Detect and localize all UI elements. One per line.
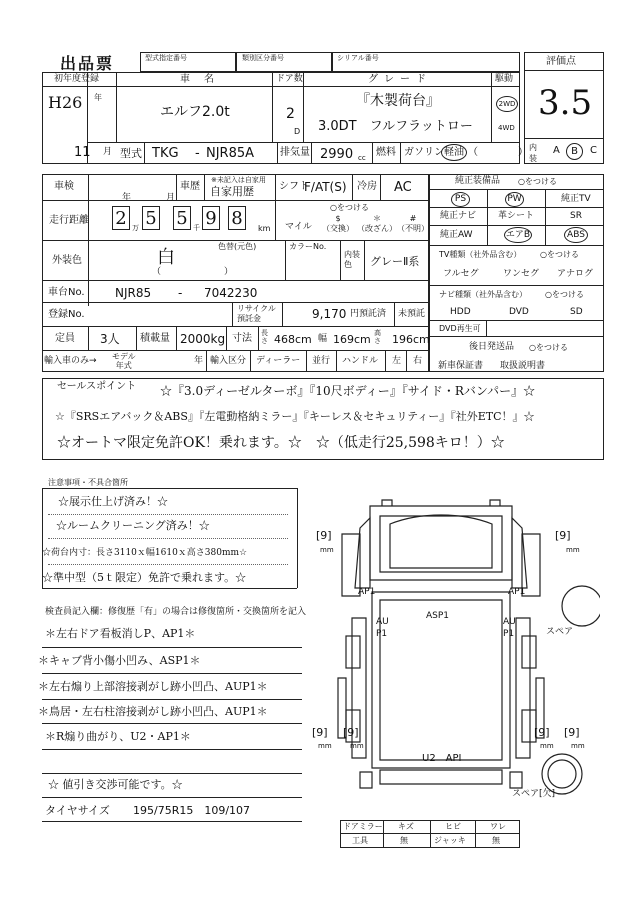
year-unit: 年 [94, 93, 102, 102]
dvd-playback-label: DVD再生可 [439, 324, 481, 333]
equip-sunroof: SR [570, 211, 582, 221]
reg-no-label: 登録No. [48, 309, 85, 320]
recycle-label: リサイクル 預託金 [237, 304, 276, 323]
navi-note: ○をつける [545, 290, 584, 299]
tv-note: ○をつける [540, 250, 579, 259]
length-label: 長 さ [261, 329, 268, 345]
mark-asp1: ASP1 [426, 611, 450, 621]
car-name: エルフ2.0t [160, 104, 230, 120]
inspection-item-3: ＊左右煽り上部溶接剥がし跡小凹凸、AUP1＊ [38, 680, 268, 693]
mark-aup-right-2: P1 [503, 629, 515, 639]
tv-oneseg: ワンセグ [503, 269, 540, 279]
equip-leather-seat: 革シート [498, 211, 535, 221]
tread-rear-left-outer: [9] [312, 726, 328, 739]
mileage-unit: km [258, 224, 271, 233]
fuel-gasoline: ガソリン [404, 147, 444, 158]
inspection-item-4: ＊鳥居・左右柱溶接剥がし跡小凹凸、AUP1＊ [38, 705, 268, 718]
mileage-digit-3: 5 [173, 206, 191, 230]
inspection-month: 月 [166, 193, 176, 203]
mileage-digit-2: 5 [142, 206, 160, 230]
interior-color-label: 内装 色 [344, 250, 360, 269]
type-code: NJR85A [206, 146, 255, 161]
sales-line-3: ☆オートマ限定免許OK！乗れます。☆ ☆（低走行25,598キロ！）☆ [57, 435, 505, 451]
inspection-label: 車検 [54, 181, 74, 192]
displacement-value: 2990 [320, 147, 354, 162]
first-reg-year: H26 [48, 93, 83, 112]
color-paren: （ ） [152, 267, 234, 277]
tread-front-right: [9] [555, 529, 571, 542]
model-year-label: モデル 年式 [112, 352, 136, 370]
tread-rear-right-inner: [9] [534, 726, 550, 739]
load-label: 積載量 [140, 333, 170, 344]
grade-score-value: 3.5 [538, 83, 593, 123]
month-unit: 月 [103, 147, 113, 157]
handle-left: 左 [392, 356, 402, 366]
chassis-dash: - [178, 286, 183, 300]
recycle-unit: 円預託済 [350, 309, 387, 319]
accessory-jack-value: 無 [492, 836, 500, 845]
navi-hdd: HDD [450, 307, 471, 317]
handle-right: 右 [413, 356, 423, 366]
tread-unit-fr: mm [566, 546, 580, 554]
tv-analog: アナログ [557, 269, 594, 279]
note-item-2: ☆ルームクリーニング済み！☆ [56, 519, 210, 532]
chassis-prefix: NJR85 [115, 286, 152, 300]
mark-ap1-left: AP1 [358, 587, 376, 597]
meter-mile: マイル [285, 222, 312, 232]
note-item-3: ☆荷台内寸：長さ3110ｘ幅1610ｘ高さ380mm☆ [42, 548, 248, 558]
accessory-header-crack: ヒビ [445, 822, 461, 831]
handle-label: ハンドル [342, 356, 379, 366]
tread-rear-left-inner: [9] [343, 726, 359, 739]
tread-unit-rl1: mm [318, 742, 332, 750]
ac-value: AC [394, 180, 412, 195]
usage-note: ※未記入は自家用 [211, 176, 266, 184]
meter-exchange: $ （交換） [322, 214, 354, 233]
tread-rear-right-outer: [9] [564, 726, 580, 739]
displacement-unit: cc [358, 154, 366, 162]
equip-genuine-navi: 純正ナビ [440, 211, 477, 221]
mark-aup-left-2: P1 [376, 629, 388, 639]
chassis-no: 7042230 [204, 286, 258, 300]
mark-aup-left-1: AU [376, 617, 389, 627]
model-code-label: 型式指定番号 [145, 54, 187, 62]
accessory-jack-label: ジャッキ [434, 836, 466, 845]
type-label: 型式 [120, 147, 142, 160]
width-label: 幅 [318, 334, 328, 344]
width-value: 169cm [333, 333, 371, 346]
note-item-1: ☆展示仕上げ済み！☆ [58, 495, 168, 508]
navi-dvd: DVD [509, 307, 529, 317]
doors-label: ドア数 [276, 74, 303, 84]
accessory-header-break: ワレ [490, 822, 506, 831]
notes-label: 注意事項・不具合箇所 [48, 478, 128, 487]
mark-ap1-right: AP1 [508, 587, 526, 597]
accessory-header-scratch: キズ [398, 822, 414, 831]
color-change-label: 色替(元色) [218, 242, 257, 251]
meter-tampered: ＊ （改ざん） [357, 214, 397, 233]
class-code-label: 類別区分番号 [242, 54, 284, 62]
sales-label: セールスポイント [57, 381, 137, 392]
mileage-digit-1: 2 [112, 206, 130, 230]
length-value: 468cm [274, 333, 312, 346]
first-reg-label: 初年度登録 [54, 74, 100, 84]
docs-manual: 取扱説明書 [500, 361, 546, 371]
chassis-label: 車台No. [48, 287, 85, 298]
genuine-note: ○をつける [518, 177, 557, 186]
equip-genuine-aw: 純正AW [440, 230, 473, 240]
car-name-label: 車名 [180, 74, 228, 85]
usage-label: 車歴 [180, 181, 200, 192]
ac-label: 冷房 [357, 181, 377, 192]
fuel-other: （ ） [468, 147, 528, 158]
grade-line2: 3.0DT フルフラットロー [318, 119, 473, 134]
height-label: 高 さ [374, 329, 381, 345]
tread-front-left: [9] [316, 529, 332, 542]
accessory-header-mirror: ドアミラー [343, 822, 383, 831]
mileage-sen-unit: 千 [193, 224, 200, 232]
interior-color-value: グレーⅡ系 [370, 255, 420, 268]
color-value: 白 [157, 247, 175, 268]
docs-warranty: 新車保証書 [438, 361, 484, 371]
drive-label: 駆動 [495, 74, 514, 84]
interior-grade-b: B [566, 143, 583, 160]
note-item-4: ☆準中型（5ｔ限定）免許で乗れます。☆ [42, 571, 247, 584]
doors-value: 2 [286, 106, 295, 122]
drive-2wd: 2WD [496, 96, 518, 112]
import-class-label: 輸入区分 [210, 356, 247, 366]
grade-score-label: 評価点 [546, 56, 576, 67]
type-prefix: TKG [152, 146, 179, 161]
navi-label: ナビ種類（社外品含む） [439, 290, 527, 299]
inspection-label: 検査員記入欄：修復歴「有」の場合は修復箇所・交換箇所を記入 [45, 607, 307, 617]
displacement-label: 排気量 [280, 147, 310, 158]
interior-grade-a: A [553, 145, 560, 156]
sales-line-1: ☆『3.0ディーゼルターボ』『10尺ボディー』『サイド・Rバンパー』☆ [160, 384, 536, 398]
tread-unit-rr2: mm [571, 742, 585, 750]
accessory-tools-value: 無 [400, 836, 408, 845]
color-label: 外装色 [52, 255, 82, 266]
load-value: 2000kg [180, 332, 226, 346]
shift-value: F/AT(S) [304, 180, 347, 194]
accessory-tools-label: 工具 [352, 836, 368, 845]
docs-note: ○をつける [529, 343, 568, 352]
color-no-label: カラーNo. [289, 242, 327, 251]
equip-abs: ABS [564, 227, 588, 243]
inspection-item-1: ＊左右ドア看板消しP、AP1＊ [45, 627, 196, 640]
meter-note: ○をつける [330, 203, 369, 212]
fuel-label: 燃料 [376, 147, 396, 158]
equip-pw: PW [505, 192, 524, 207]
equip-airbag: エアB [504, 227, 532, 243]
page-title: 出品票 [60, 54, 115, 73]
tire-label: タイヤサイズ [45, 804, 110, 817]
usage-value: 自家用歴 [210, 185, 254, 198]
tv-fullseg: フルセグ [443, 269, 479, 279]
shift-label: シフト [279, 181, 309, 192]
tread-unit-rr1: mm [540, 742, 554, 750]
tv-label: TV種類（社外品含む） [439, 250, 522, 259]
serial-label: シリアル番号 [337, 54, 379, 62]
dims-label: 寸法 [232, 333, 252, 344]
interior-grade-c: C [590, 145, 597, 156]
tread-unit-fl: mm [320, 546, 334, 554]
mileage-digit-4: 9 [202, 206, 220, 230]
equip-ps: PS [451, 192, 470, 207]
capacity-value: 3人 [100, 332, 120, 346]
tire-size: 195/75R15 109/107 [133, 804, 251, 817]
first-reg-month: 11 [74, 145, 91, 160]
import-parallel: 並行 [312, 356, 331, 366]
model-year-unit: 年 [194, 356, 204, 366]
drive-4wd: 4WD [498, 124, 515, 132]
sales-line-2: ☆『SRSエアバック＆ABS』『左電動格納ミラー』『キーレス＆セキュリティー』『社外ETC！』☆ [55, 410, 535, 423]
spare-label-top: スペア [546, 627, 574, 637]
capacity-label: 定員 [55, 333, 75, 344]
interior-label: 内 装 [529, 143, 537, 163]
meter-unknown: # （不明） [397, 214, 429, 233]
inspection-item-5: ＊R煽り曲がり、U2・AP1＊ [45, 730, 191, 743]
fuel-diesel: 軽油 [441, 144, 467, 161]
inspection-item-2: ＊キャブ背小傷小凹み、ASP1＊ [38, 654, 201, 667]
tread-unit-rl2: mm [350, 742, 364, 750]
genuine-label: 純正装備品 [455, 176, 501, 186]
grade-label: グレード [368, 74, 432, 85]
mark-u2-api: U2 API [422, 753, 462, 764]
grade-line1: 『木製荷台』 [356, 93, 440, 109]
type-dash: - [195, 146, 200, 161]
inspection-year: 年 [122, 193, 132, 203]
inspection-item-7: ☆ 値引き交渉可能です。☆ [48, 778, 183, 791]
recycle-amount: 9,170 [312, 307, 347, 321]
spare-label-bottom: スペア[欠] [512, 789, 556, 799]
recycle-status: 未預託 [398, 309, 426, 319]
doors-suffix: D [294, 127, 301, 136]
height-value: 196cm [392, 333, 430, 346]
mileage-label: 走行距離 [49, 215, 89, 226]
import-label: 輸入車のみ→ [44, 356, 97, 366]
import-dealer: ディーラー [256, 356, 301, 366]
equip-genuine-tv: 純正TV [561, 194, 591, 204]
mileage-digit-5: 8 [228, 206, 246, 230]
mark-aup-right-1: AU [503, 617, 516, 627]
navi-sd: SD [570, 307, 583, 317]
mileage-man-unit: 万 [132, 224, 139, 232]
docs-label: 後日発送品 [469, 342, 515, 352]
